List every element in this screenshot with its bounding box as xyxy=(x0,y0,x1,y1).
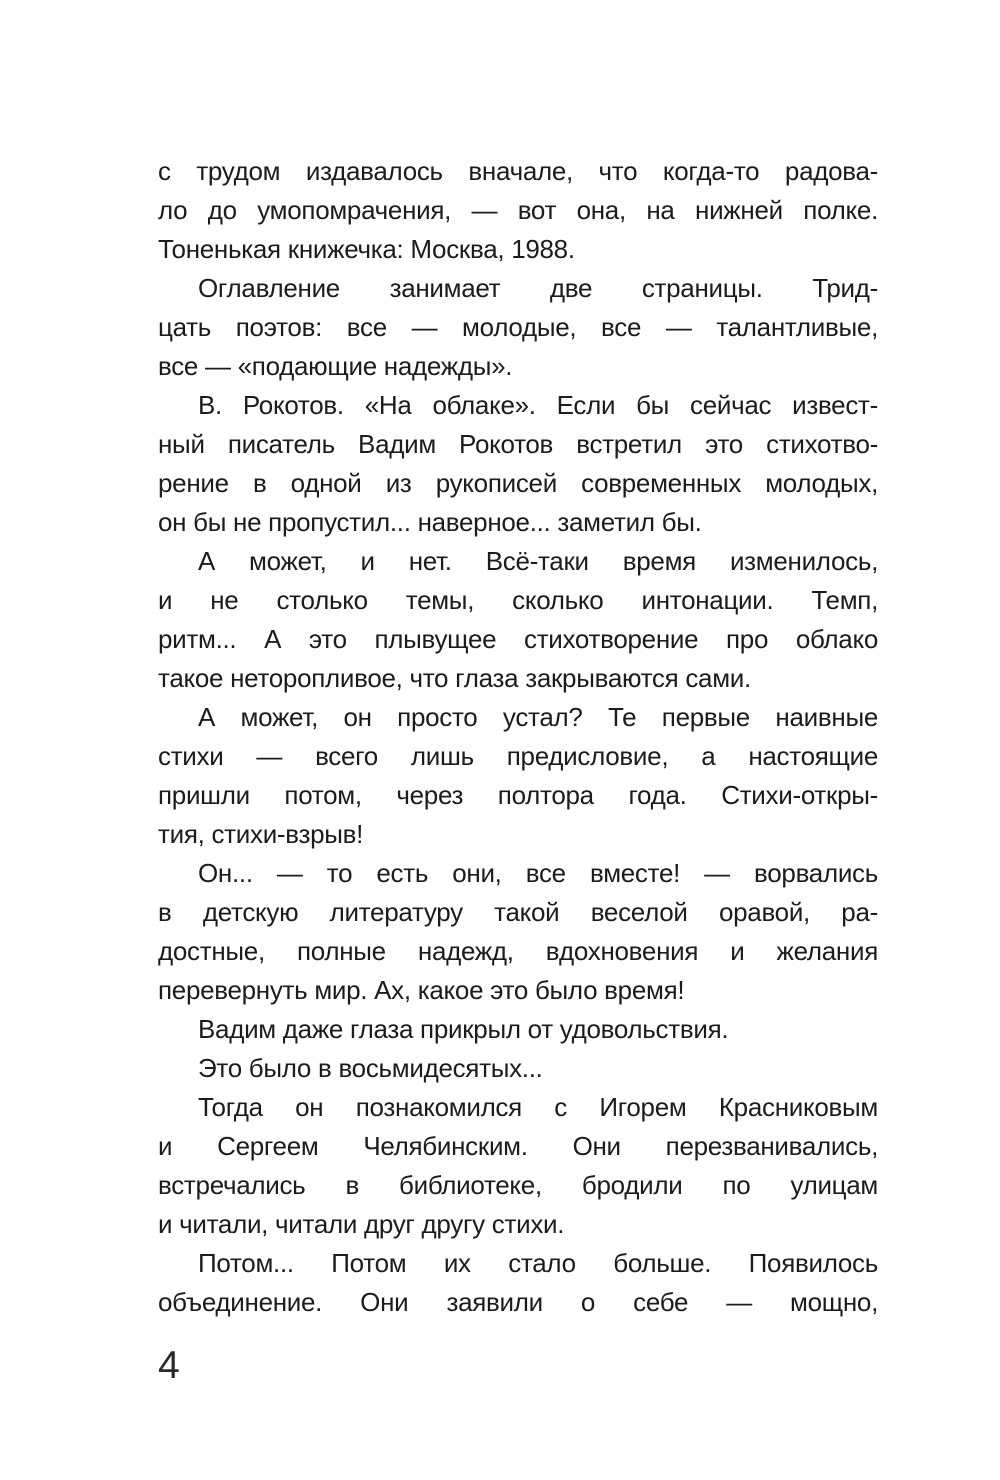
text-line: Тогда он познакомился с Игорем Красниковым xyxy=(198,1092,878,1122)
page-number: 4 xyxy=(158,1344,180,1387)
text-line: ритм... А это плывущее стихотворение про облако xyxy=(158,624,878,654)
page-text-block xyxy=(158,152,878,1322)
text-line: В. Рокотов. «На облаке». Если бы сейчас извест- xyxy=(198,390,878,420)
text-line: Он... — то есть они, все вместе! — ворвались xyxy=(198,858,878,888)
text-line: и Сергеем Челябинским. Они перезванивались, xyxy=(158,1131,878,1161)
text-line: Вадим даже глаза прикрыл от удовольствия. xyxy=(198,1014,729,1044)
text-line: А может, он просто устал? Те первые наивные xyxy=(198,702,878,732)
text-line: в детскую литературу такой веселой оравой, ра- xyxy=(158,897,878,927)
text-line: объединение. Они заявили о себе — мощно, xyxy=(158,1287,878,1317)
text-line: и читали, читали друг другу стихи. xyxy=(158,1209,565,1239)
text-line: и не столько темы, сколько интонации. Темп, xyxy=(158,585,878,615)
paragraph xyxy=(158,1088,878,1244)
text-line: ный писатель Вадим Рокотов встретил это стихотво- xyxy=(158,429,878,459)
text-line: стихи — всего лишь предисловие, а настоящие xyxy=(158,741,878,771)
text-line: Потом... Потом их стало больше. Появилось xyxy=(198,1248,878,1278)
text-line: он бы не пропустил... наверное... заметил бы. xyxy=(158,507,702,537)
paragraph xyxy=(158,854,878,1010)
text-line: А может, и нет. Всё-таки время изменилось, xyxy=(198,546,878,576)
paragraph xyxy=(158,1244,878,1322)
paragraph xyxy=(158,152,878,269)
text-line: тия, стихи-взрыв! xyxy=(158,819,364,849)
text-line: с трудом издавалось вначале, что когда-то радова- xyxy=(158,156,878,186)
paragraph xyxy=(158,1049,878,1088)
paragraph xyxy=(158,269,878,386)
paragraph xyxy=(158,1010,878,1049)
paragraph xyxy=(158,698,878,854)
paragraph xyxy=(158,386,878,542)
text-line: Это было в восьмидесятых... xyxy=(198,1053,543,1083)
text-line: пришли потом, через полтора года. Стихи-откры- xyxy=(158,780,878,810)
paragraph xyxy=(158,542,878,698)
text-line: такое неторопливое, что глаза закрываются сами. xyxy=(158,663,751,693)
text-line: ло до умопомрачения, — вот она, на нижней полке. xyxy=(158,195,878,225)
text-line: Тоненькая книжечка: Москва, 1988. xyxy=(158,234,575,264)
text-line: достные, полные надежд, вдохновения и желания xyxy=(158,936,878,966)
text-line: Оглавление занимает две страницы. Трид- xyxy=(198,273,878,303)
text-line: встречались в библиотеке, бродили по улицам xyxy=(158,1170,878,1200)
text-line: рение в одной из рукописей современных молодых, xyxy=(158,468,878,498)
text-line: цать поэтов: все — молодые, все — талантливые, xyxy=(158,312,878,342)
text-line: все — «подающие надежды». xyxy=(158,351,513,381)
text-line: перевернуть мир. Ах, какое это было время! xyxy=(158,975,685,1005)
